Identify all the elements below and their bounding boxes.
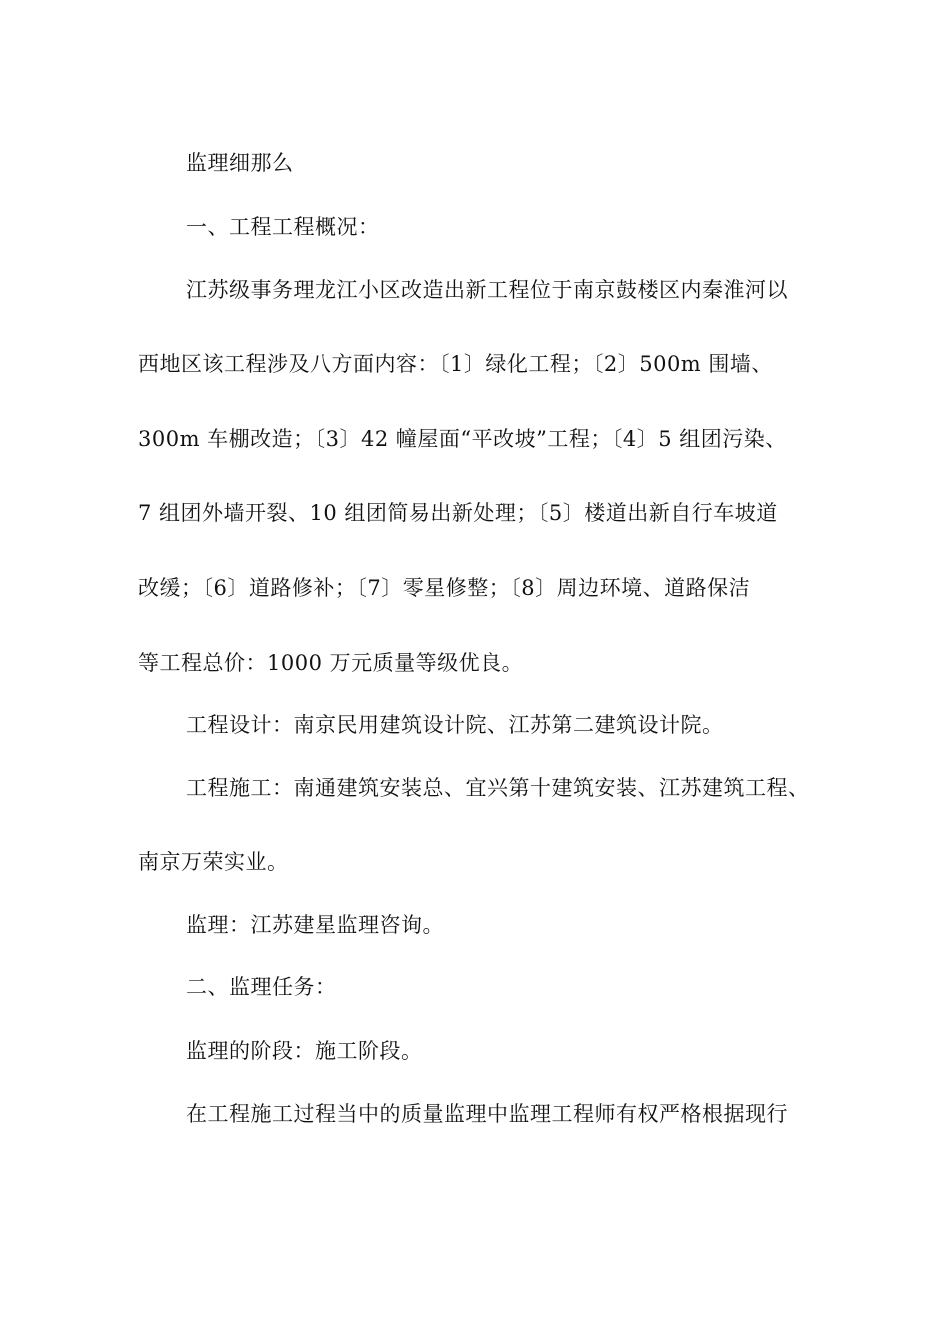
paragraph-supervision: 监理：江苏建星监理咨询。 — [186, 913, 444, 937]
paragraph-line: 改缓；〔6〕道路修补；〔7〕零星修整；〔8〕周边环境、道路保洁 — [138, 576, 751, 600]
paragraph-line: 在工程施工过程当中的质量监理中监理工程师有权严格根据现行 — [186, 1102, 788, 1126]
paragraph-supervision-stage: 监理的阶段：施工阶段。 — [186, 1039, 423, 1063]
paragraph-line: 西地区该工程涉及八方面内容：〔1〕绿化工程；〔2〕500m 围墙、 — [138, 352, 773, 376]
paragraph-line: 等工程总价：1000 万元质量等级优良。 — [138, 651, 524, 675]
paragraph-design: 工程设计：南京民用建筑设计院、江苏第二建筑设计院。 — [186, 713, 724, 737]
paragraph-line: 南京万荣实业。 — [138, 850, 289, 874]
section-heading-project-overview: 一、工程工程概况： — [186, 215, 380, 239]
document-title: 监理细那么 — [186, 151, 294, 175]
paragraph-line: 300m 车棚改造；〔3〕42 幢屋面“平改坡”工程；〔4〕5 组团污染、 — [138, 427, 787, 451]
paragraph-line: 江苏级事务理龙江小区改造出新工程位于南京鼓楼区内秦淮河以 — [186, 278, 788, 302]
paragraph-construction: 工程施工：南通建筑安装总、宜兴第十建筑安装、江苏建筑工程、 — [186, 776, 810, 800]
section-heading-supervision-tasks: 二、监理任务： — [186, 975, 337, 999]
paragraph-line: 7 组团外墙开裂、10 组团简易出新处理；〔5〕楼道出新自行车坡道 — [138, 501, 778, 525]
